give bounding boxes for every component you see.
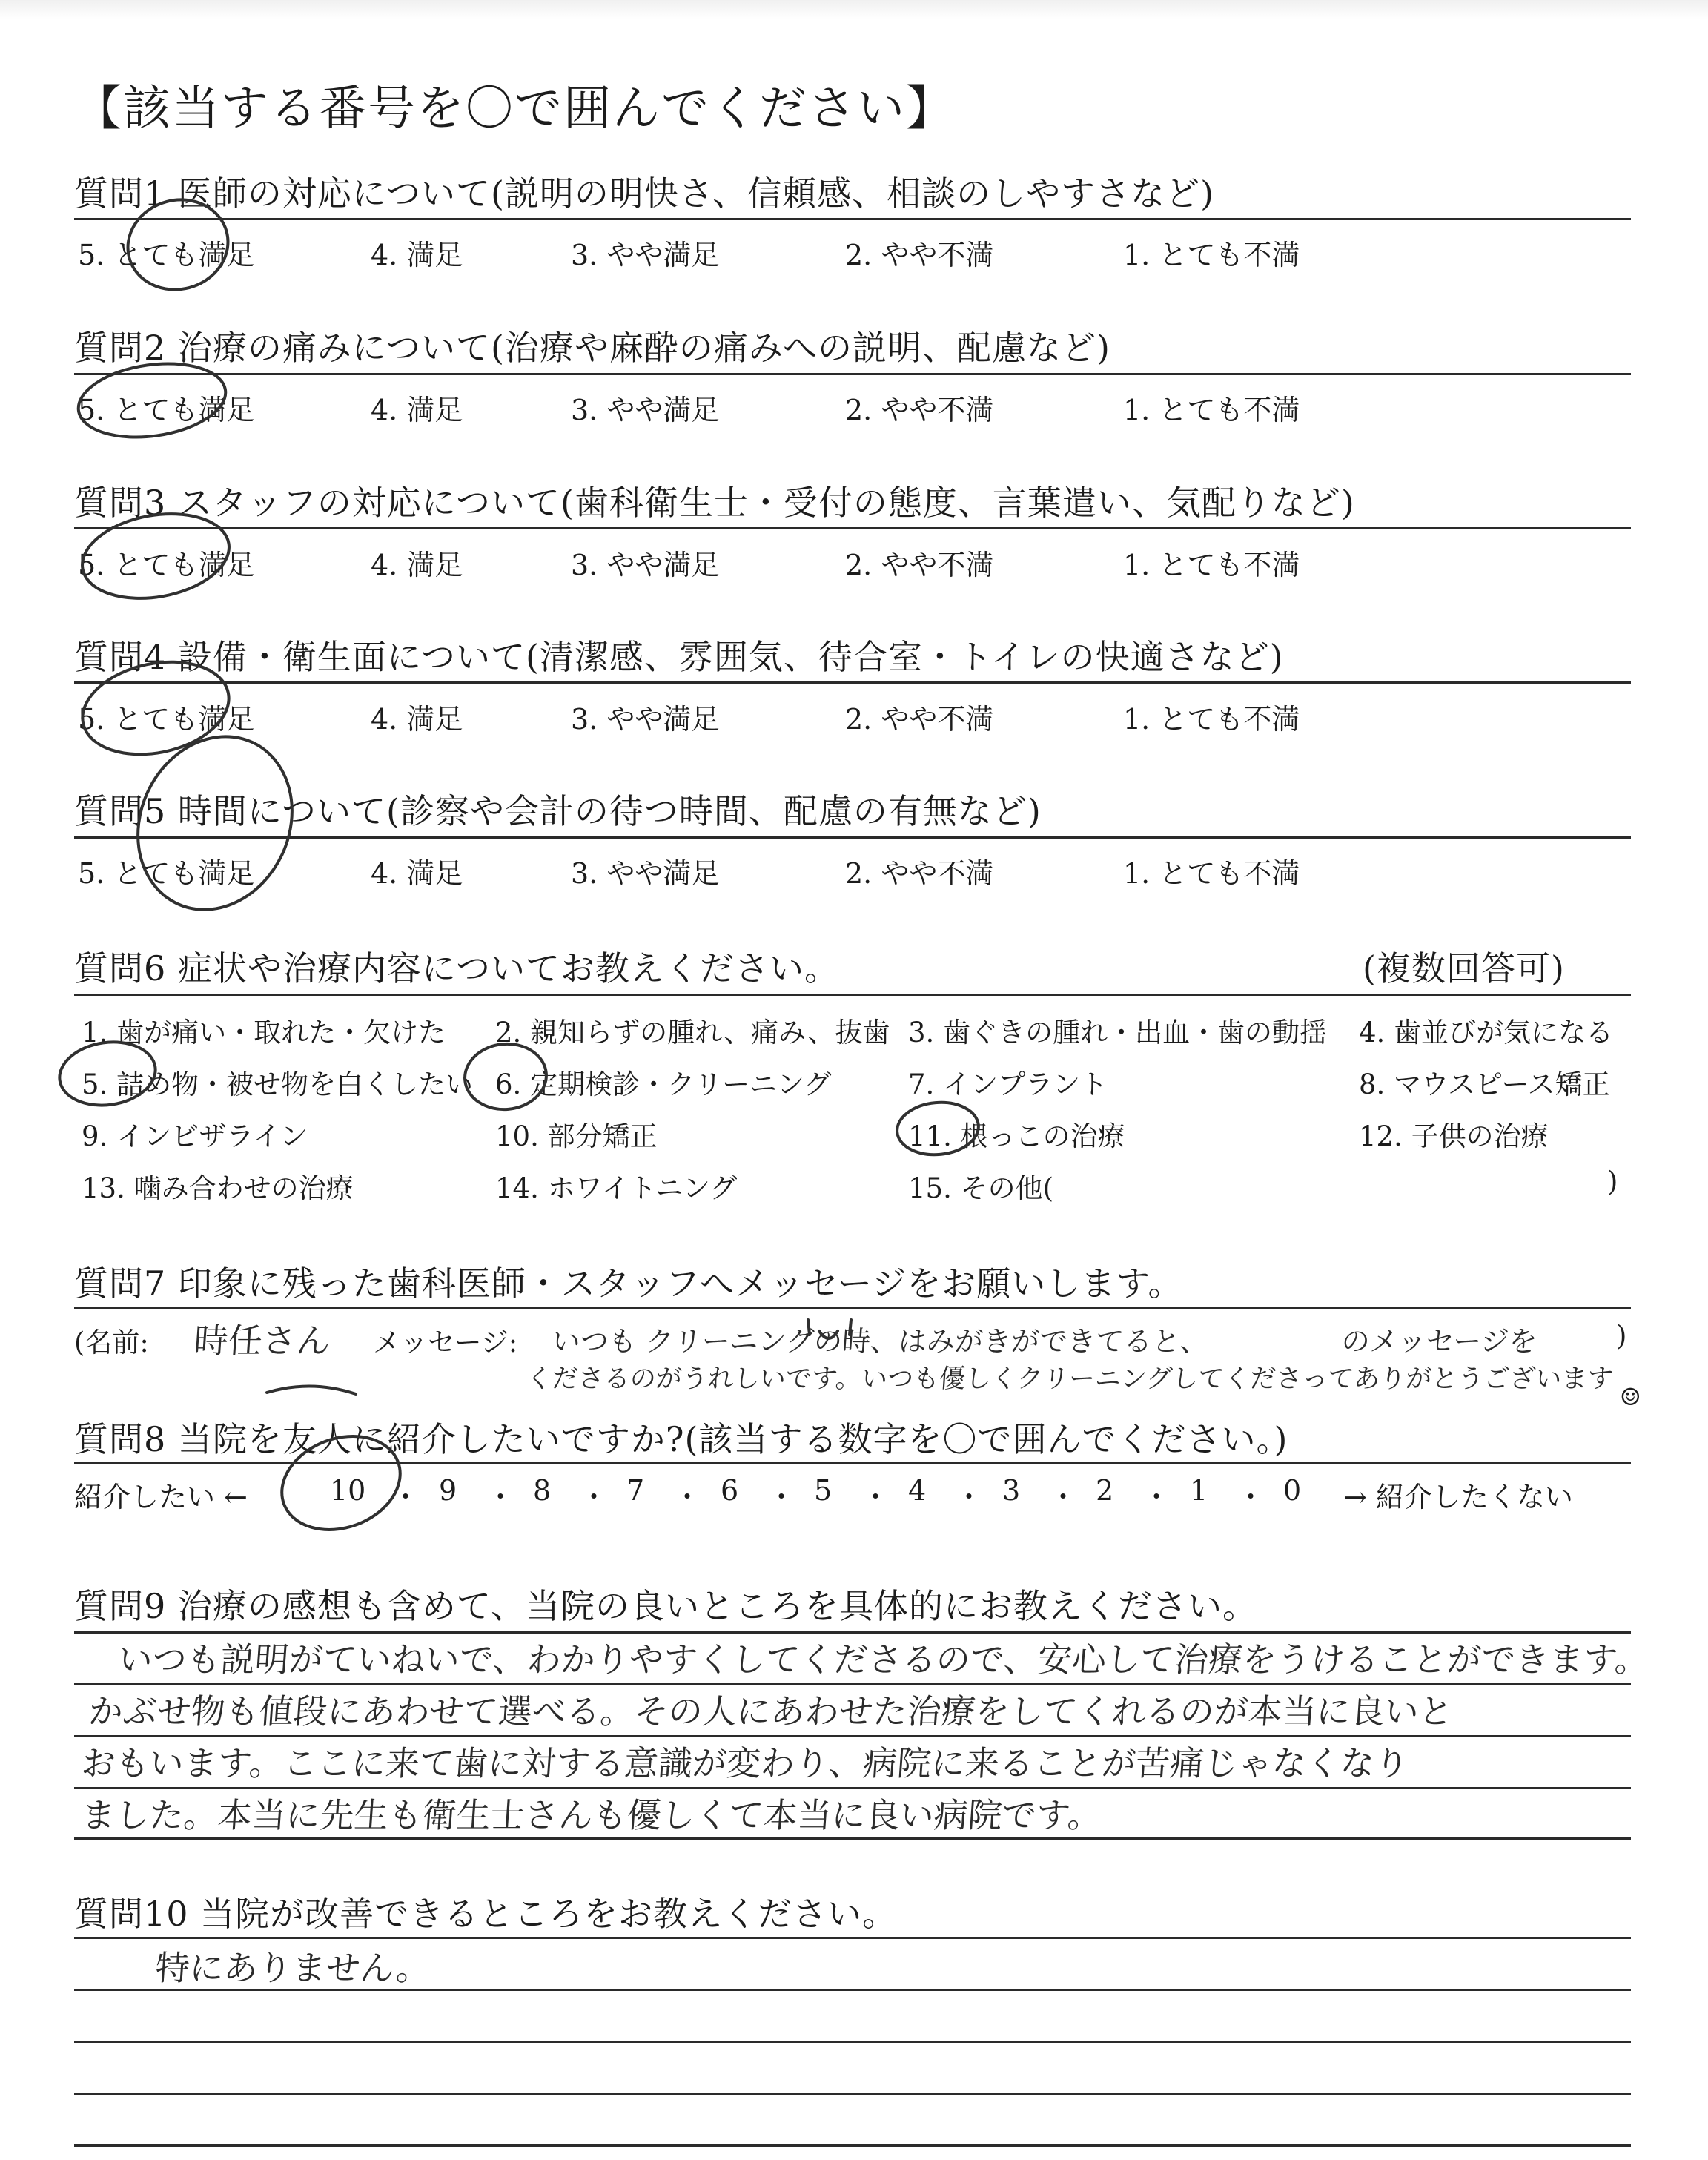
q3-option-1[interactable]: 1. とても不満	[1123, 549, 1300, 581]
q4-option-1[interactable]: 1. とても不満	[1123, 703, 1300, 736]
scale-0[interactable]: 0	[1283, 1474, 1302, 1507]
writing-line	[74, 2093, 1631, 2095]
q6-option-1[interactable]: 1. 歯が痛い・取れた・欠けた	[82, 1017, 446, 1048]
q6-option-15[interactable]: 15. その他(	[908, 1172, 1054, 1204]
question-8-title: 質問8 当院を友人に紹介したいですか?(該当する数字を〇で囲んでください。)	[74, 1419, 1288, 1459]
q2-option-5[interactable]: 5. とても満足	[78, 394, 255, 426]
handwritten-name[interactable]: 時任さん	[192, 1321, 332, 1361]
scale-separator: ・	[1237, 1481, 1265, 1513]
scale-2[interactable]: 2	[1096, 1474, 1114, 1507]
q6-option-2[interactable]: 2. 親知らずの腫れ、痛み、抜歯	[495, 1017, 890, 1048]
q6-option-13[interactable]: 13. 噛み合わせの治療	[82, 1172, 354, 1204]
scale-8[interactable]: 8	[533, 1474, 552, 1507]
scale-9[interactable]: 9	[439, 1474, 457, 1507]
scale-separator: ・	[955, 1481, 984, 1513]
writing-line	[74, 2041, 1631, 2043]
scale-separator: ・	[391, 1481, 420, 1513]
writing-line	[74, 1837, 1631, 1840]
q3-option-4[interactable]: 4. 満足	[371, 549, 463, 581]
question-10-title: 質問10 当院が改善できるところをお教えください。	[74, 1894, 898, 1934]
q1-option-2[interactable]: 2. やや不満	[845, 239, 994, 271]
handwritten-message-line-1[interactable]: いつも クリーニングの時、はみがきができてると、	[551, 1325, 1210, 1358]
recommend-right-label: → 紹介したくない	[1343, 1481, 1573, 1513]
divider-line	[74, 527, 1631, 529]
q1-option-5[interactable]: 5. とても満足	[78, 239, 255, 271]
handwritten-answer-line-4[interactable]: ました。本当に先生も衛生士さんも優しくて本当に良い病院です。	[79, 1795, 1104, 1835]
scale-7[interactable]: 7	[626, 1474, 645, 1507]
q6-option-11[interactable]: 11. 根っこの治療	[908, 1120, 1125, 1152]
scale-separator: ・	[1142, 1481, 1171, 1513]
question-5-title: 質問5 時間について(診察や会計の待つ時間、配慮の有無など)	[74, 791, 1042, 831]
divider-line	[74, 994, 1631, 996]
divider-line	[74, 1462, 1631, 1464]
divider-line	[74, 836, 1631, 839]
scale-separator: ・	[673, 1481, 702, 1513]
writing-line	[74, 1989, 1631, 1991]
divider-line	[74, 373, 1631, 375]
q1-option-4[interactable]: 4. 満足	[371, 239, 463, 271]
scale-separator: ・	[861, 1481, 890, 1513]
q6-option-6[interactable]: 6. 定期検診・クリーニング	[495, 1069, 832, 1100]
q5-option-5[interactable]: 5. とても満足	[78, 857, 255, 890]
q4-option-4[interactable]: 4. 満足	[371, 703, 463, 736]
multiple-answers-note: (複数回答可)	[1363, 948, 1565, 988]
q5-option-1[interactable]: 1. とても不満	[1123, 857, 1300, 890]
q6-other-close-paren: )	[1607, 1166, 1618, 1198]
question-3-title: 質問3 スタッフの対応について(歯科衛生士・受付の態度、言葉遣い、気配りなど)	[74, 483, 1355, 523]
q3-option-5[interactable]: 5. とても満足	[78, 549, 255, 581]
scale-5[interactable]: 5	[814, 1474, 833, 1507]
recommend-left-label: 紹介したい ←	[74, 1481, 248, 1513]
handwritten-message-line-2[interactable]: くださるのがうれしいです。いつも優しくクリーニングしてくださってありがとうございます	[525, 1364, 1615, 1394]
question-7-title: 質問7 印象に残った歯科医師・スタッフへメッセージをお願いします。	[74, 1264, 1183, 1304]
q6-option-7[interactable]: 7. インプラント	[908, 1069, 1108, 1100]
question-1-title: 質問1 医師の対応について(説明の明快さ、信頼感、相談のしやすさなど)	[74, 174, 1215, 214]
q3-option-2[interactable]: 2. やや不満	[845, 549, 994, 581]
q6-option-9[interactable]: 9. インビザライン	[82, 1120, 308, 1152]
q4-option-3[interactable]: 3. やや満足	[571, 703, 720, 736]
scale-1[interactable]: 1	[1190, 1474, 1208, 1507]
q4-option-5[interactable]: 5. とても満足	[78, 703, 255, 736]
scale-separator: ・	[767, 1481, 796, 1513]
writing-line	[74, 2144, 1631, 2147]
question-4-title: 質問4 設備・衛生面について(清潔感、雰囲気、待合室・トイレの快適さなど)	[74, 637, 1284, 677]
scale-separator: ・	[486, 1481, 515, 1513]
q6-option-4[interactable]: 4. 歯並びが気になる	[1359, 1017, 1614, 1048]
handwritten-improvement-answer[interactable]: 特にありません。	[153, 1948, 432, 1988]
message-label: メッセージ:	[373, 1327, 518, 1358]
q5-option-3[interactable]: 3. やや満足	[571, 857, 720, 890]
handwritten-answer-line-3[interactable]: おもいます。ここに来て歯に対する意識が変わり、病院に来ることが苦痛じゃなくなり	[79, 1743, 1411, 1783]
name-label: (名前:	[74, 1327, 149, 1358]
q2-option-1[interactable]: 1. とても不満	[1123, 394, 1300, 426]
q8-underline-mark	[267, 1386, 356, 1394]
question-9-title: 質問9 治療の感想も含めて、当院の良いところを具体的にお教えください。	[74, 1586, 1257, 1626]
q5-option-4[interactable]: 4. 満足	[371, 857, 463, 890]
handwritten-message-line-1-tail[interactable]: のメッセージを	[1340, 1325, 1539, 1358]
q1-option-1[interactable]: 1. とても不満	[1123, 239, 1300, 271]
q6-option-3[interactable]: 3. 歯ぐきの腫れ・出血・歯の動揺	[908, 1017, 1328, 1048]
handwritten-answer-line-1[interactable]: いつも説明がていねいで、わかりやすくしてくださるので、安心して治療をうけることができます。	[116, 1639, 1651, 1680]
q6-option-8[interactable]: 8. マウスピース矯正	[1359, 1069, 1610, 1100]
scale-10[interactable]: 10	[330, 1474, 366, 1507]
handwritten-answer-line-2[interactable]: かぶせ物も値段にあわせて選べる。その人にあわせた治療をしてくれるのが本当に良いと	[87, 1691, 1454, 1731]
scan-top-edge	[0, 0, 1708, 19]
q2-option-3[interactable]: 3. やや満足	[571, 394, 720, 426]
q2-option-4[interactable]: 4. 満足	[371, 394, 463, 426]
scale-3[interactable]: 3	[1002, 1474, 1021, 1507]
scale-separator: ・	[1049, 1481, 1078, 1513]
q6-option-12[interactable]: 12. 子供の治療	[1359, 1120, 1549, 1152]
divider-line	[74, 1937, 1631, 1939]
q6-option-5[interactable]: 5. 詰め物・被せ物を白くしたい	[82, 1069, 474, 1100]
message-close-paren: )	[1616, 1320, 1627, 1352]
q2-option-2[interactable]: 2. やや不満	[845, 394, 994, 426]
scale-6[interactable]: 6	[721, 1474, 739, 1507]
divider-line	[74, 681, 1631, 684]
divider-line	[74, 1307, 1631, 1309]
q5-option-2[interactable]: 2. やや不満	[845, 857, 994, 890]
scale-separator: ・	[580, 1481, 609, 1513]
smiley-icon: ☺	[1620, 1383, 1641, 1411]
q6-option-14[interactable]: 14. ホワイトニング	[495, 1172, 738, 1204]
q6-option-10[interactable]: 10. 部分矯正	[495, 1120, 658, 1152]
scale-4[interactable]: 4	[908, 1474, 927, 1507]
q1-option-3[interactable]: 3. やや満足	[571, 239, 720, 271]
form-heading: 【該当する番号を〇で囲んでください】	[74, 82, 955, 136]
question-2-title: 質問2 治療の痛みについて(治療や麻酔の痛みへの説明、配慮など)	[74, 328, 1110, 368]
question-6-title: 質問6 症状や治療内容についてお教えください。	[74, 948, 839, 988]
q3-option-3[interactable]: 3. やや満足	[571, 549, 720, 581]
divider-line	[74, 218, 1631, 220]
q4-option-2[interactable]: 2. やや不満	[845, 703, 994, 736]
